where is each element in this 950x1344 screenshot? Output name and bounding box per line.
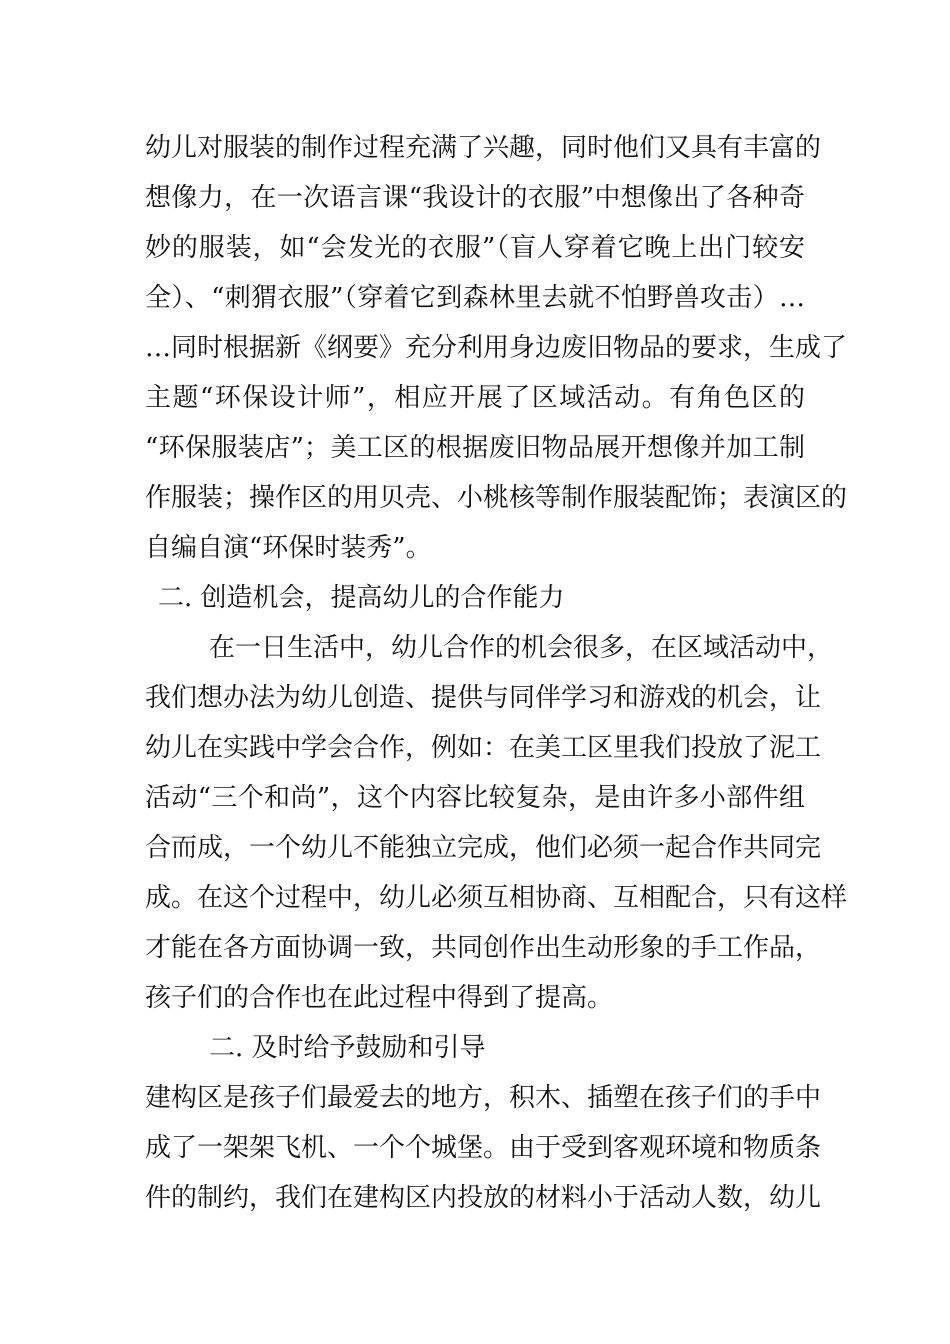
text-line: 件的制约，我们在建构区内投放的材料小于活动人数，幼儿 (145, 1183, 822, 1213)
text-line: 幼儿在实践中学会合作，例如：在美工区里我们投放了泥工 (145, 733, 822, 763)
text-line: 成了一架架飞机、一个个城堡。由于受到客观环境和物质条 (145, 1133, 822, 1163)
text-line: 孩子们的合作也在此过程中得到了提高。 (145, 983, 614, 1013)
text-line: 活动“三个和尚”，这个内容比较复杂，是由许多小部件组 (145, 783, 805, 813)
text-line: 才能在各方面协调一致，共同创作出生动形象的手工作品， (145, 933, 822, 963)
text-line: 作服装；操作区的用贝壳、小桃核等制作服装配饰；表演区的 (145, 483, 848, 513)
paragraph-first-line: 在一日生活中，幼儿合作的机会很多，在区域活动中， (209, 633, 834, 663)
section-heading: 二. 创造机会，提高幼儿的合作能力 (158, 583, 565, 613)
text-line: 合而成，一个幼儿不能独立完成，他们必须一起合作共同完 (145, 833, 822, 863)
text-line: 建构区是孩子们最爱去的地方，积木、插塑在孩子们的手中 (145, 1083, 822, 1113)
text-line: 成。在这个过程中，幼儿必须互相协商、互相配合，只有这样 (145, 883, 848, 913)
text-line: 我们想办法为幼儿创造、提供与同伴学习和游戏的机会，让 (145, 683, 822, 713)
text-line: 自编自演“环保时装秀”。 (145, 533, 432, 563)
text-line: 主题“环保设计师”，相应开展了区域活动。有角色区的 (145, 383, 805, 413)
section-heading: 二. 及时给予鼓励和引导 (209, 1033, 486, 1063)
text-line: 妙的服装，如“会发光的衣服”（盲人穿着它晚上出门较安 (145, 233, 805, 263)
text-line: 幼儿对服装的制作过程充满了兴趣，同时他们又具有丰富的 (145, 133, 822, 163)
text-line: 全）、“刺猬衣服”（穿着它到森林里去就不怕野兽攻击）… (145, 283, 805, 313)
text-line: “环保服装店”；美工区的根据废旧物品展开想像并加工制 (145, 433, 805, 463)
text-line: 想像力，在一次语言课“我设计的衣服”中想像出了各种奇 (145, 183, 805, 213)
text-line: …同时根据新《纲要》充分利用身边废旧物品的要求，生成了 (145, 333, 848, 363)
